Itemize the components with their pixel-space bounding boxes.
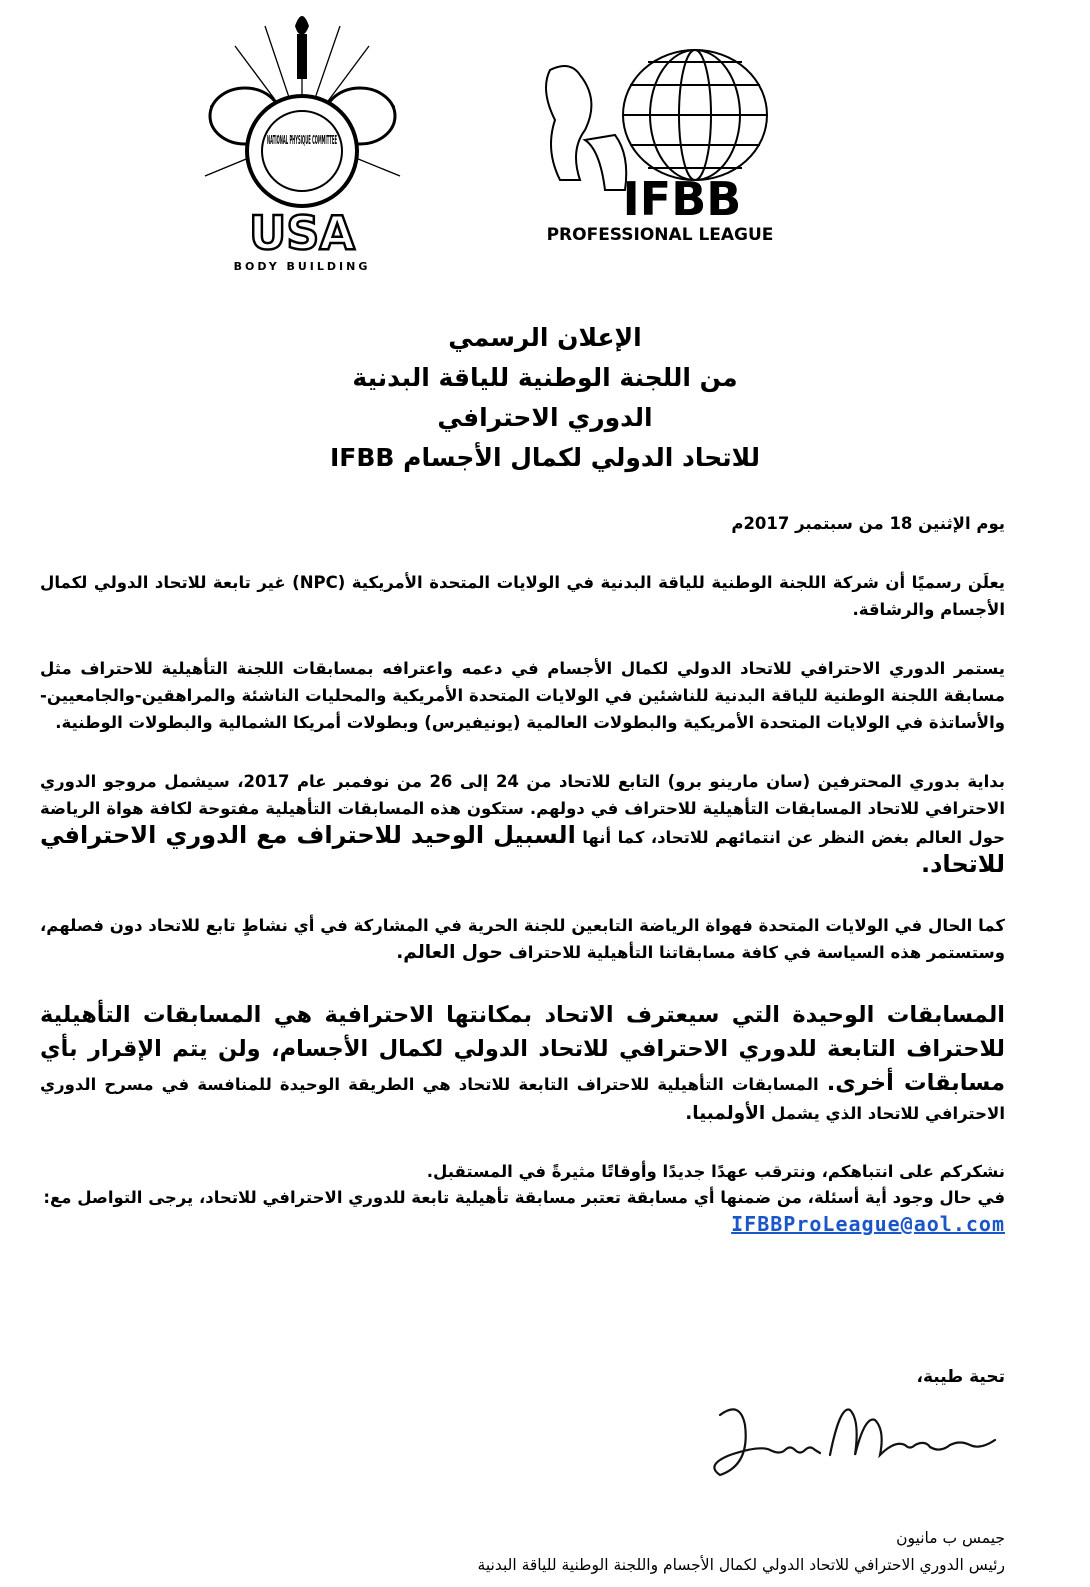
signature-image xyxy=(700,1395,1000,1495)
paragraph-6-contact: في حال وجود أية أسئلة، من ضمنها أي مسابقة تعتبر مسابقة تأهيلية تابعة للدوري الاحترافي للاتحاد، يرجى التواصل مع: xyxy=(43,1188,1005,1207)
paragraph-3-emphasis: السبيل الوحيد للاحتراف مع الدوري الاحترافي للاتحاد. xyxy=(40,821,1005,878)
paragraph-5 xyxy=(40,998,1005,1127)
title-line-2: من اللجنة الوطنية للياقة البدنية xyxy=(352,363,738,392)
paragraph-2: يستمر الدوري الاحترافي للاتحاد الدولي لكمال الأجسام في دعمه واعترافه بمسابقات اللجنة التأهيلية للاحتراف مثل مسابقة اللجنة الوطنية للياقة البدنية للناشئين في الولايات المتحدة الأمريكية والمحليات الناشئة والمراهقين-والجامعيين-والأساتذة في الولايات المتحدة الأمريكية والبطولات العالمية (يونيفيرس) وبطولات أمريكا الشمالية والبطولات الوطنية. xyxy=(40,659,1005,732)
paragraph-6 xyxy=(40,1159,1005,1239)
closing-greeting: تحية طيبة، xyxy=(916,1367,1005,1387)
announcement-body xyxy=(40,510,1005,1239)
npc-logo-sub: BODY BUILDING xyxy=(233,260,371,273)
paragraph-4-text: كما الحال في الولايات المتحدة فهواة الرياضة التابعين للجنة الحرية في المشاركة في أي نشاطٍ تابع للاتحاد دون فصلهم، وستستمر هذه السياسة في كافة مسابقاتنا التأهيلية للاحتراف xyxy=(40,916,1005,962)
paragraph-1: يعلَن رسميًا أن شركة اللجنة الوطنية للياقة البدنية في الولايات المتحدة الأمريكية (NPC) غير تابعة للاتحاد الدولي لكمال الأجسام والرشاقة. xyxy=(40,573,1005,619)
paragraph-3-text: بداية بدوري المحترفين (سان مارينو برو) التابع للاتحاد من 24 إلى 26 من نوفمبر عام 2017، سيشمل مروجو الدوري الاحترافي للاتحاد المسابقات التأهيلية للاحتراف في دولهم. ستكون هذه المسابقات التأهيلية مفتوحة لكافة هواة الرياضة حول العالم بغض النظر عن انتمائهم للاتحاد، كما أنها xyxy=(40,772,1005,847)
paragraph-4-emphasis: حول العالم. xyxy=(396,942,503,963)
header-logos xyxy=(0,0,1090,290)
signatory xyxy=(40,1525,1005,1579)
title-line-4: للاتحاد الدولي لكمال الأجسام IFBB xyxy=(329,443,761,472)
npc-logo-usa: USA xyxy=(248,206,356,260)
paragraph-6-thanks: نشكركم على انتباهكم، ونترقب عهدًا جديدًا وأوقاتًا مثيرةً في المستقبل. xyxy=(426,1162,1005,1181)
title-line-3: الدوري الاحترافي xyxy=(437,403,653,432)
ifbb-pro-league-logo xyxy=(510,40,810,250)
npc-logo-ring-text: NATIONAL PHYSIQUE COMMITTEE xyxy=(267,133,337,147)
title-line-1: الإعلان الرسمي xyxy=(448,323,642,352)
npc-usa-logo xyxy=(195,6,410,276)
paragraph-5-olympia: الأولمبيا. xyxy=(685,1103,766,1124)
signatory-role: رئيس الدوري الاحترافي للاتحاد الدولي لكمال الأجسام واللجنة الوطنية للياقة البدنية xyxy=(477,1556,1005,1574)
paragraph-4 xyxy=(40,912,1005,966)
ifbb-logo-word: IFBB xyxy=(622,172,742,226)
announcement-title xyxy=(100,318,990,478)
paragraph-5-text: المسابقات التأهيلية للاحتراف التابعة للاتحاد هي الطريقة الوحيدة للمنافسة في مسرح الدوري الاحترافي للاتحاد الذي يشمل xyxy=(40,1075,1005,1123)
ifbb-logo-sub: PROFESSIONAL LEAGUE xyxy=(546,225,774,245)
contact-email-link[interactable]: IFBBProLeague@aol.com xyxy=(731,1212,1005,1236)
date-line: يوم الإثنين 18 من سبتمبر 2017م xyxy=(731,514,1005,533)
paragraph-5-emphasis: المسابقات الوحيدة التي سيعترف الاتحاد بمكانتها الاحترافية هي المسابقات التأهيلية للاحتراف التابعة للدوري الاحترافي للاتحاد الدولي لكمال الأجسام، ولن يتم الإقرار بأي مسابقات أخرى. xyxy=(40,1002,1006,1096)
signatory-name: جيمس ب مانيون xyxy=(896,1529,1005,1547)
paragraph-3 xyxy=(40,768,1005,880)
